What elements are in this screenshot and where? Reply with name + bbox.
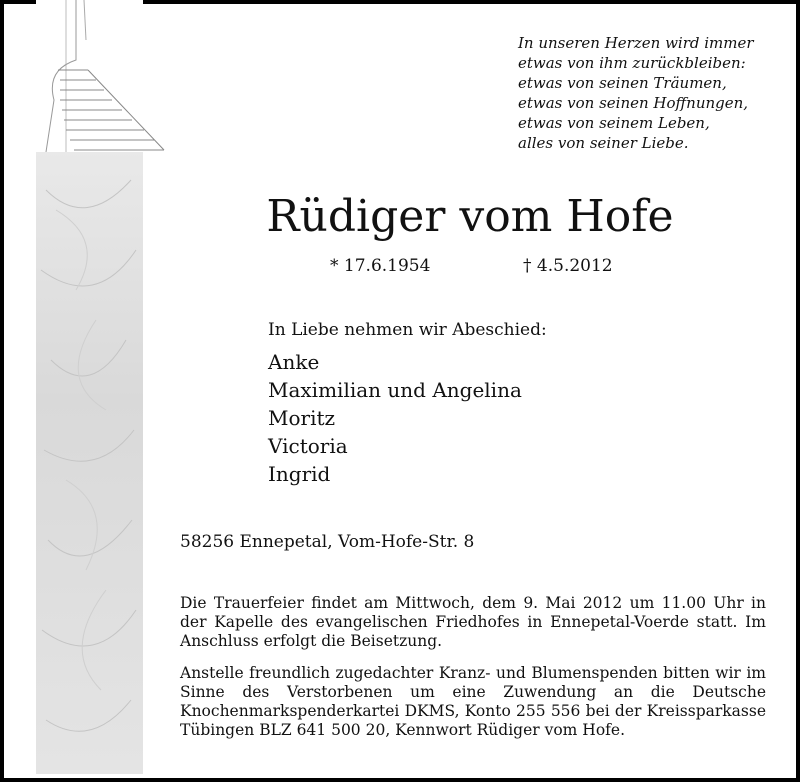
mourner-name: Ingrid — [268, 462, 331, 486]
donation-info-paragraph: Anstelle freundlich zugedachter Kranz- und Blumenspenden bitten wir im Sinne des Verstorbenen um eine Zuwendung an die Deutsche Knochenmarkspenderkartei DKMS, Konto 255 556 bei der Kreissparkasse Tübingen BLZ 641 500 20, Kennwort Rüdiger vom Hofe. — [180, 664, 766, 739]
death-date: † 4.5.2012 — [523, 256, 613, 276]
mourners-list — [268, 348, 522, 488]
poem-line: etwas von seinem Leben, — [518, 114, 710, 132]
poem-line: etwas von ihm zurückbleiben: — [518, 54, 746, 72]
poem-line: In unseren Herzen wird immer — [518, 34, 754, 52]
mourner-name: Moritz — [268, 406, 336, 430]
farewell-intro: In Liebe nehmen wir Abeschied: — [268, 320, 547, 340]
decorative-stripe — [36, 150, 143, 774]
poem — [518, 33, 778, 153]
mourner-name: Victoria — [268, 434, 348, 458]
address: 58256 Ennepetal, Vom-Hofe-Str. 8 — [180, 532, 475, 552]
staircase-illustration — [36, 0, 166, 152]
funeral-info-paragraph: Die Trauerfeier findet am Mittwoch, dem 9. Mai 2012 um 11.00 Uhr in der Kapelle des evangelischen Friedhofes in Ennepetal-Voerde statt. Im Anschluss erfolgt die Beisetzung. — [180, 594, 766, 650]
poem-line: etwas von seinen Träumen, — [518, 74, 727, 92]
birth-date: * 17.6.1954 — [330, 256, 431, 276]
poem-line: etwas von seinen Hoffnungen, — [518, 94, 749, 112]
mourner-name: Maximilian und Angelina — [268, 378, 522, 402]
deceased-name: Rüdiger vom Hofe — [266, 191, 674, 242]
poem-line: alles von seiner Liebe. — [518, 134, 689, 152]
mourner-name: Anke — [268, 350, 320, 374]
